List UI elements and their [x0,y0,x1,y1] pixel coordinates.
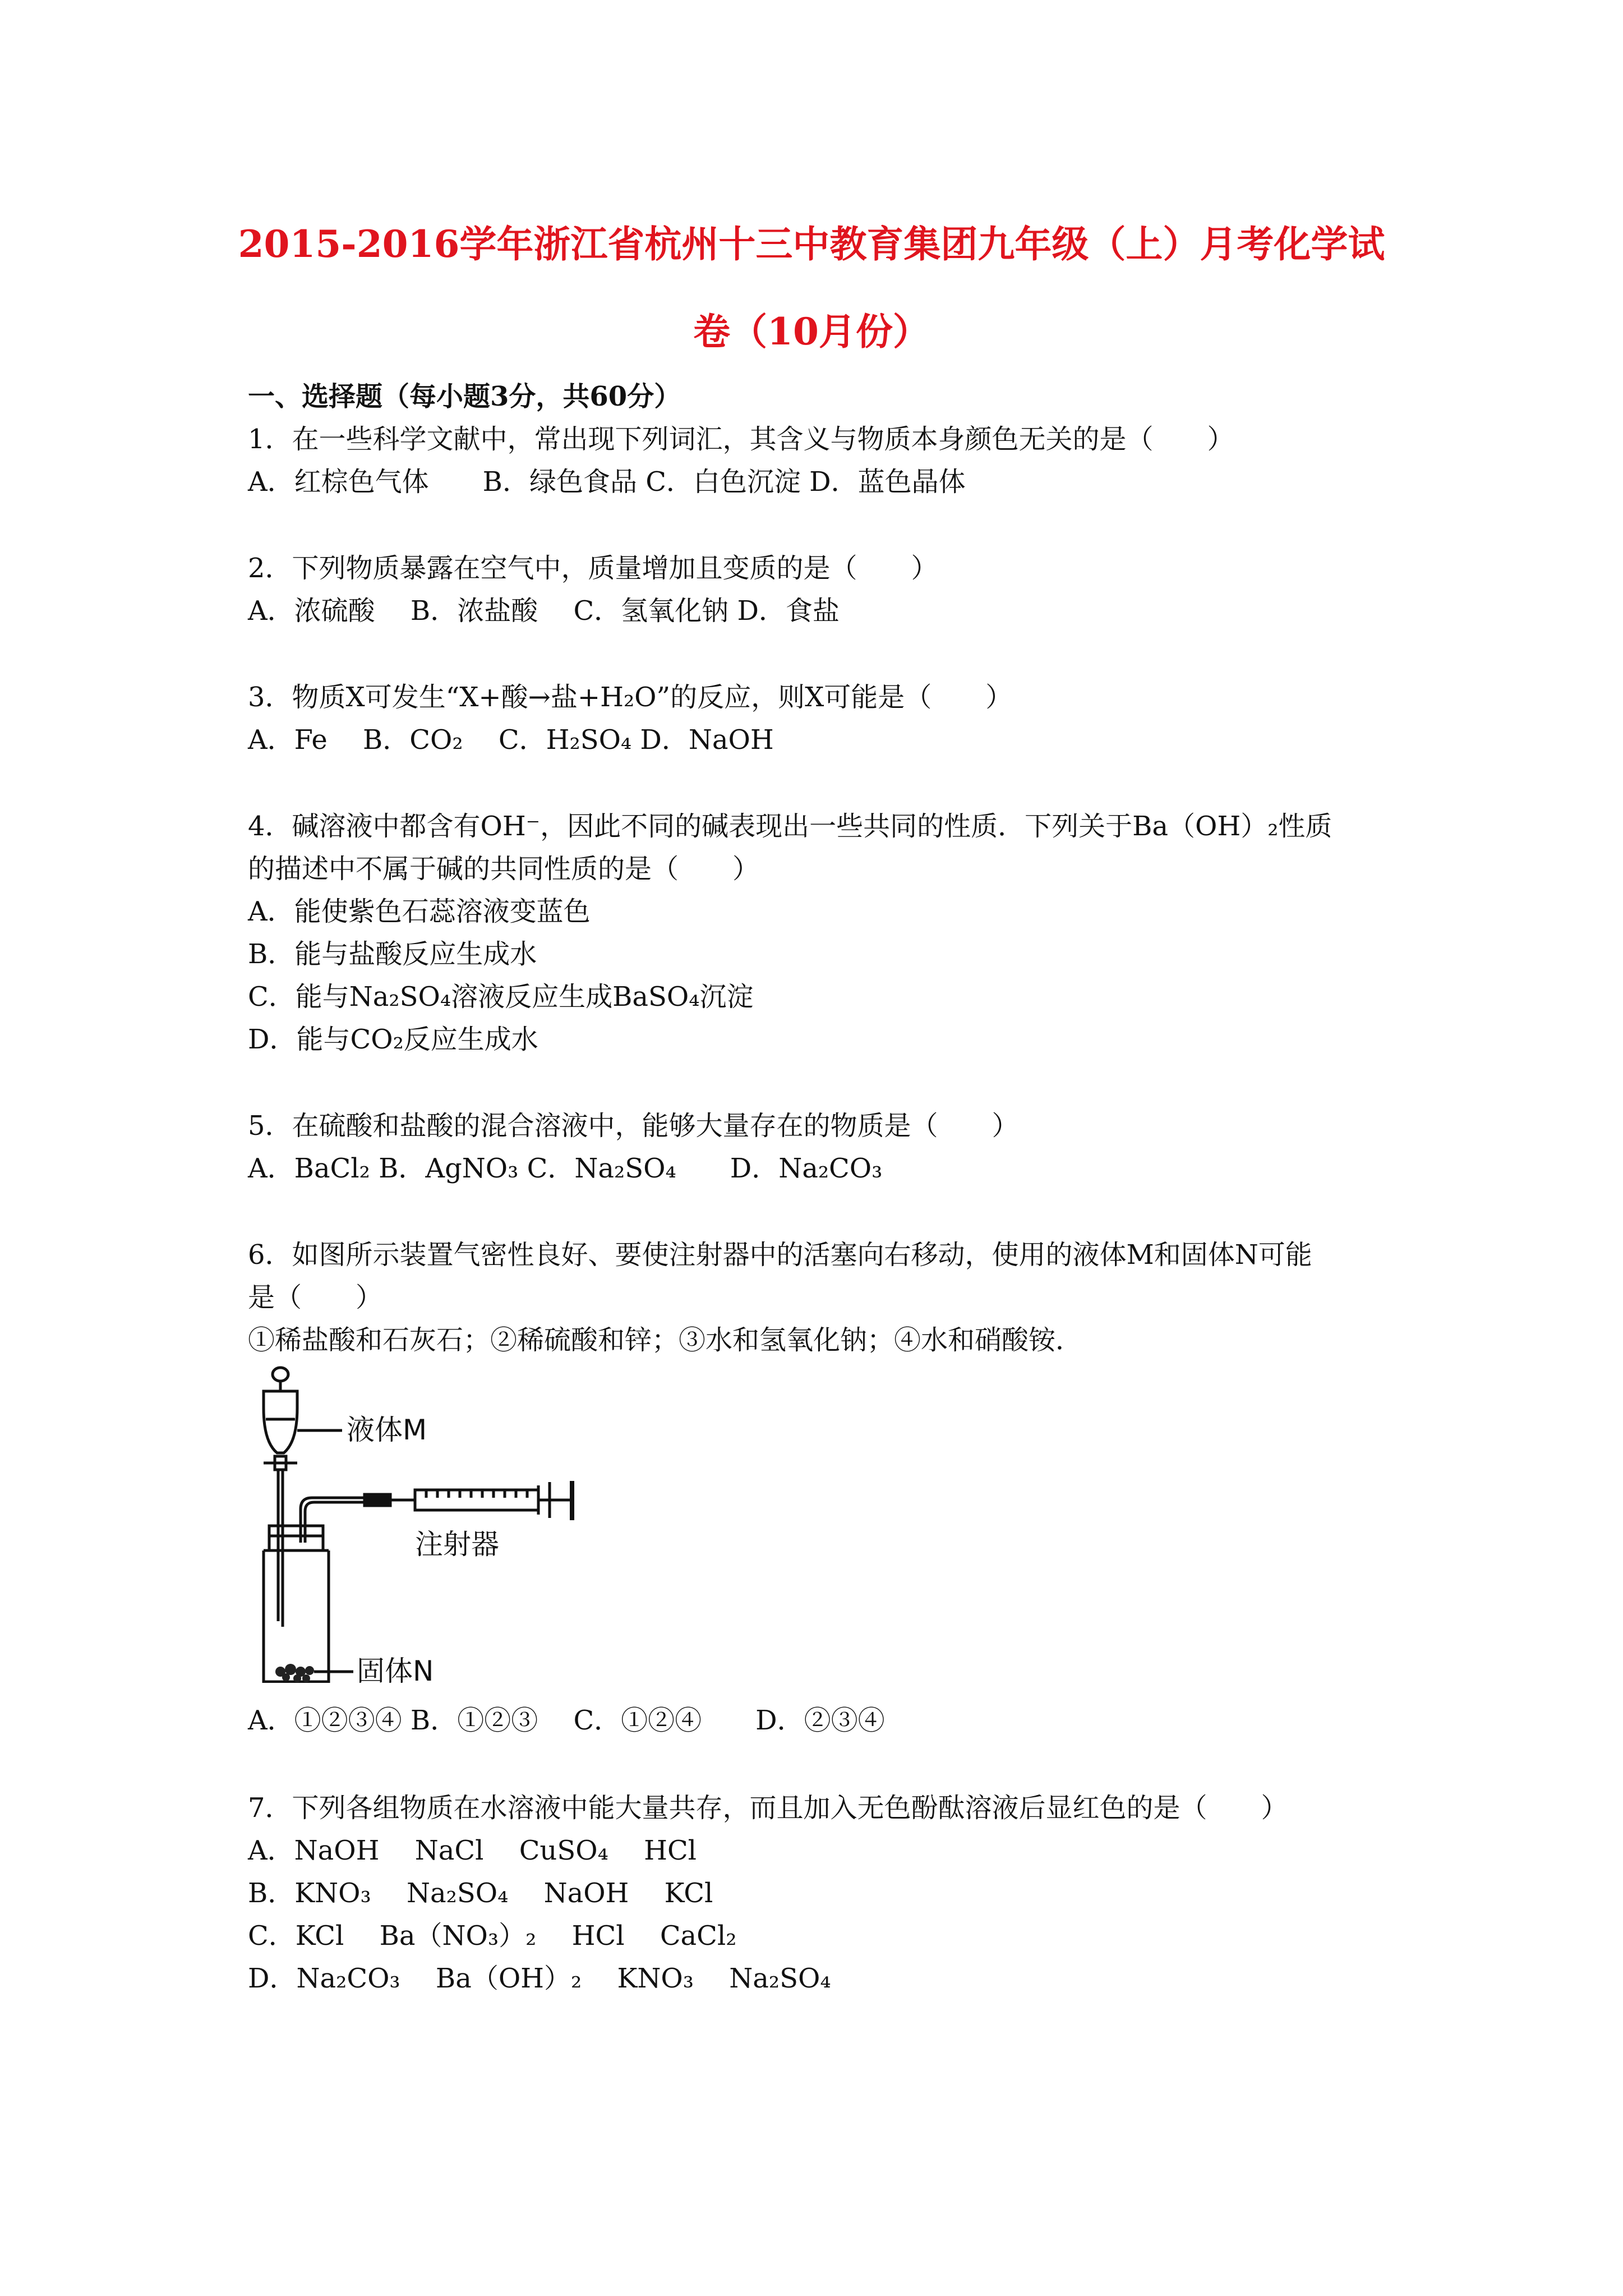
q5-stem: 5．在硫酸和盐酸的混合溶液中，能够大量存在的物质是（ ） [248,1110,1019,1142]
q2-stem: 2．下列物质暴露在空气中，质量增加且变质的是（ ） [248,553,938,584]
q4-option-c: C．能与Na₂SO₄溶液反应生成BaSO₄沉淀 [248,981,754,1013]
label-liquid-m: 液体M [347,1414,427,1446]
solid-granules [275,1664,314,1682]
q6-stem-line3: ①稀盐酸和石灰石；②稀硫酸和锌；③水和氢氧化钠；④水和硝酸铵． [248,1324,1083,1356]
document-title-line2: 卷（10月份） [693,310,930,353]
syringe-barrel [415,1490,538,1510]
q7-option-c: C．KCl Ba（NO₃）₂ HCl CaCl₂ [248,1920,737,1952]
q2-options: A．浓硫酸 B．浓盐酸 C．氢氧化钠 D．食盐 [248,595,840,627]
q1-options: A．红棕色气体 B．绿色食品 C．白色沉淀 D．蓝色晶体 [248,466,966,498]
q7-stem: 7．下列各组物质在水溶液中能大量共存，而且加入无色酚酞溶液后显红色的是（ ） [248,1792,1288,1824]
rubber-connector [365,1494,390,1506]
label-syringe: 注射器 [415,1528,499,1561]
q4-stem-line2: 的描述中不属于碱的共同性质的是（ ） [248,853,760,885]
apparatus-diagram [247,1358,606,1683]
q6-options: A．①②③④ B．①②③ C．①②④ D．②③④ [248,1705,885,1736]
document-title-line1: 2015-2016学年浙江省杭州十三中教育集团九年级（上）月考化学试 [238,222,1385,266]
q6-stem-line1: 6．如图所示装置气密性良好、要使注射器中的活塞向右移动，使用的液体M和固体N可能 [248,1239,1312,1271]
q1-stem: 1．在一些科学文献中，常出现下列词汇，其含义与物质本身颜色无关的是（ ） [248,424,1234,455]
q3-stem: 3．物质X可发生“X+酸→盐+H₂O”的反应，则X可能是（ ） [248,682,1013,713]
q4-option-b: B．能与盐酸反应生成水 [248,938,537,970]
q5-options: A．BaCl₂ B．AgNO₃ C．Na₂SO₄ D．Na₂CO₃ [248,1153,883,1184]
q3-options: A．Fe B．CO₂ C．H₂SO₄ D．NaOH [248,724,774,756]
q4-option-d: D．能与CO₂反应生成水 [248,1024,538,1055]
wide-mouth-bottle [264,1550,329,1683]
q4-stem-line1: 4．碱溶液中都含有OH⁻，因此不同的碱表现出一些共同的性质．下列关于Ba（OH）₂性质 [248,811,1332,842]
separatory-funnel [264,1391,297,1453]
funnel-stopper [273,1368,288,1381]
section-heading: 一、选择题（每小题3分，共60分） [248,381,681,412]
apparatus-figure [247,1358,606,1683]
q7-option-a: A．NaOH NaCl CuSO₄ HCl [248,1835,697,1866]
q4-option-a: A．能使紫色石蕊溶液变蓝色 [248,896,591,927]
q7-option-d: D．Na₂CO₃ Ba（OH）₂ KNO₃ Na₂SO₄ [248,1963,831,1994]
q6-stem-line2: 是（ ） [248,1282,383,1313]
q7-option-b: B．KNO₃ Na₂SO₄ NaOH KCl [248,1878,713,1909]
label-solid-n: 固体N [357,1655,434,1683]
